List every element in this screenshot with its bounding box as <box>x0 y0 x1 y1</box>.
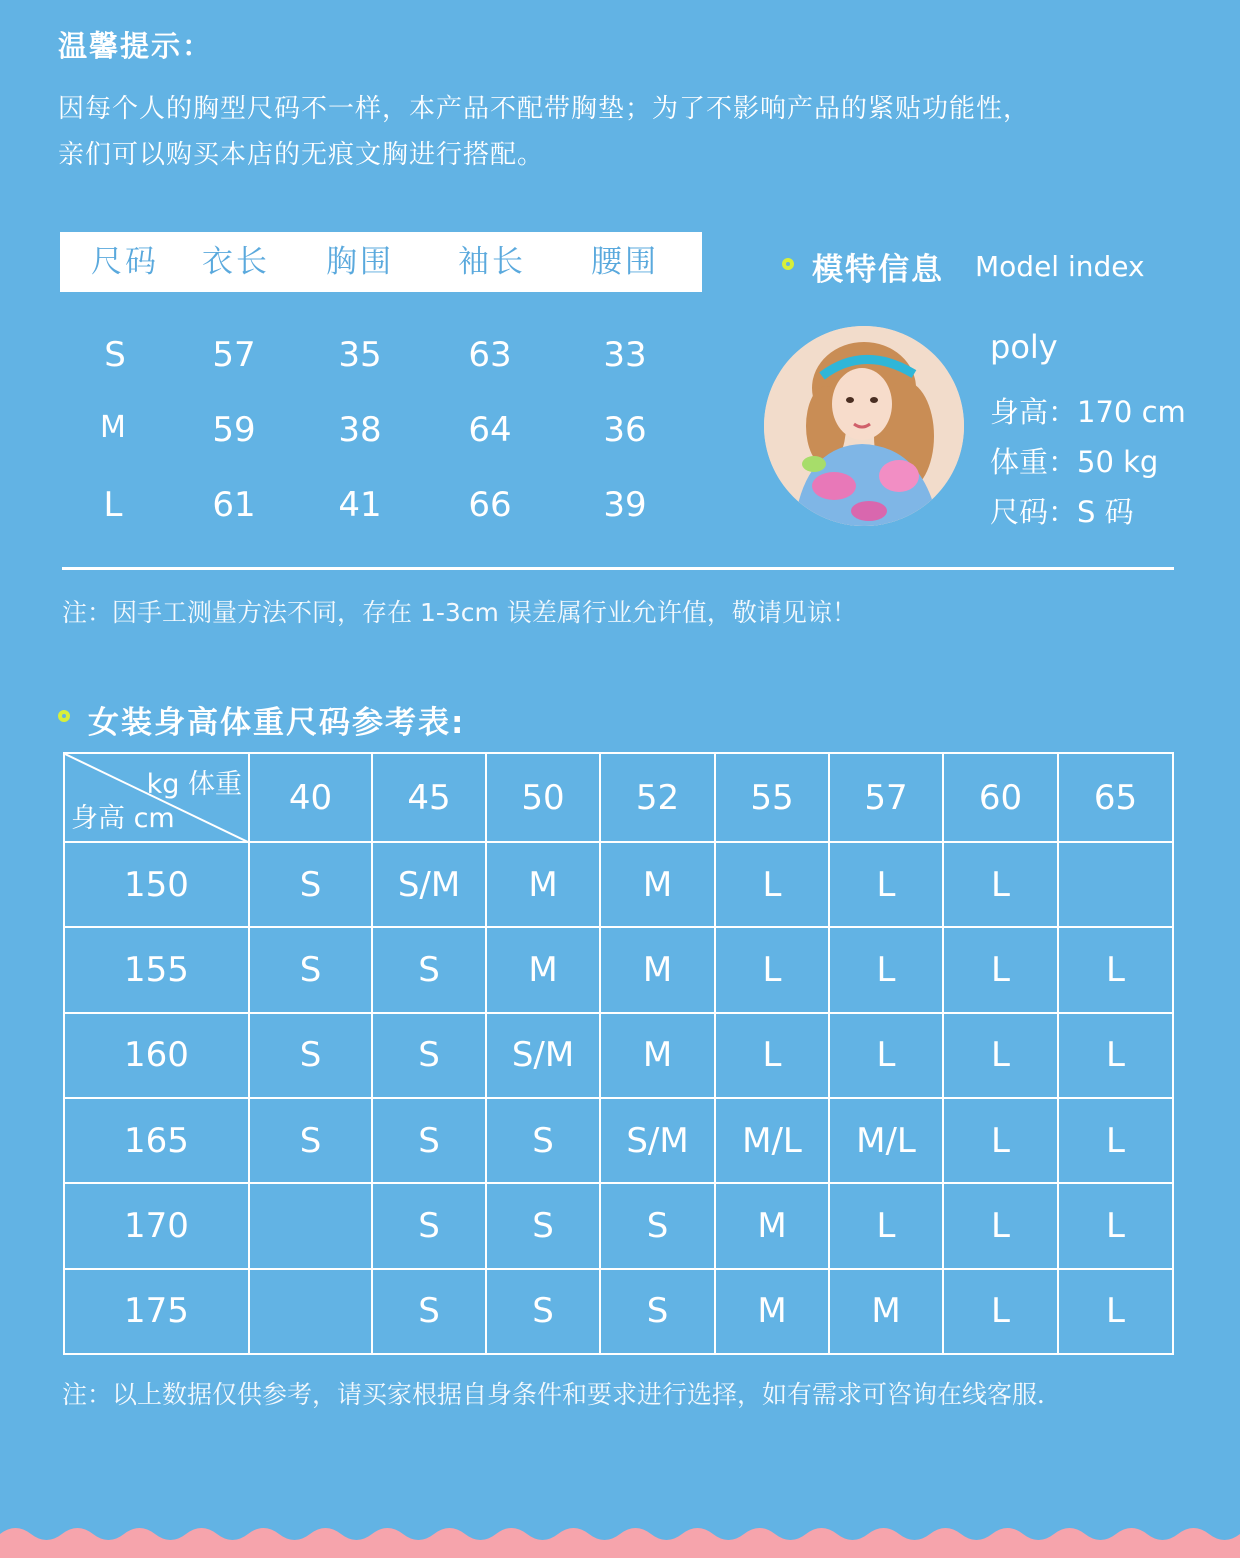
size-cell: L <box>1058 927 1173 1012</box>
tips-line-2: 亲们可以购买本店的无痕文胸进行搭配。 <box>58 140 545 170</box>
size-cell: 57 <box>212 335 256 375</box>
size-cell: L <box>943 927 1058 1012</box>
height-cell: 175 <box>64 1269 249 1354</box>
size-cell: M/L <box>829 1098 943 1183</box>
size-cell: S <box>372 1013 486 1098</box>
weight-header: 52 <box>600 753 715 842</box>
size-cell: L <box>943 1183 1058 1268</box>
size-cell: M <box>100 410 126 445</box>
size-cell: S <box>600 1269 715 1354</box>
size-cell: 63 <box>468 335 512 375</box>
size-cell: M <box>829 1269 943 1354</box>
size-cell: S <box>372 927 486 1012</box>
model-height: 身高：170 cm <box>990 395 1186 429</box>
model-title: 模特信息 <box>812 252 944 288</box>
weight-header: 60 <box>943 753 1058 842</box>
table-row <box>64 1183 1173 1268</box>
size-cell: S <box>486 1183 600 1268</box>
divider <box>62 567 1174 570</box>
size-cell: L <box>943 1098 1058 1183</box>
size-cell: L <box>1058 1098 1173 1183</box>
size-cell: L <box>829 842 943 927</box>
size-cell: L <box>943 1013 1058 1098</box>
model-photo <box>764 326 964 526</box>
weight-header: 65 <box>1058 753 1173 842</box>
height-cell: 155 <box>64 927 249 1012</box>
size-cell: S <box>249 1013 372 1098</box>
size-cell: 36 <box>603 410 647 450</box>
model-name: poly <box>990 328 1058 366</box>
size-cell: 39 <box>603 485 647 525</box>
reference-note: 注：以上数据仅供参考，请买家根据自身条件和要求进行选择，如有需求可咨询在线客服． <box>62 1380 1063 1409</box>
size-cell: L <box>715 927 829 1012</box>
bullet-icon <box>58 710 70 722</box>
weight-header: 45 <box>372 753 486 842</box>
weight-header: 57 <box>829 753 943 842</box>
size-cell: L <box>1058 1013 1173 1098</box>
size-cell: S <box>249 842 372 927</box>
size-cell: S <box>486 1098 600 1183</box>
size-cell: S/M <box>600 1098 715 1183</box>
header-length: 衣长 <box>202 244 270 280</box>
size-cell: M <box>715 1183 829 1268</box>
model-size: 尺码：S 码 <box>990 495 1134 529</box>
size-cell: L <box>103 485 123 525</box>
size-cell: S <box>249 1098 372 1183</box>
header-bust: 胸围 <box>326 244 394 280</box>
size-row-m <box>60 410 702 450</box>
size-cell: 66 <box>468 485 512 525</box>
model-subtitle: Model index <box>975 250 1145 283</box>
measurement-note: 注：因手工测量方法不同，存在 1-3cm 误差属行业允许值，敬请见谅！ <box>62 598 857 627</box>
size-cell: L <box>715 1013 829 1098</box>
header-waist: 腰围 <box>591 244 659 280</box>
size-cell: S <box>600 1183 715 1268</box>
size-cell: 33 <box>603 335 647 375</box>
size-cell: M <box>600 842 715 927</box>
tips-line-1: 因每个人的胸型尺码不一样，本产品不配带胸垫；为了不影响产品的紧贴功能性， <box>58 94 1031 124</box>
size-cell: S <box>372 1269 486 1354</box>
weight-header: 40 <box>249 753 372 842</box>
size-cell: M <box>715 1269 829 1354</box>
size-cell: M <box>486 842 600 927</box>
size-table-header <box>60 232 702 292</box>
size-cell: 41 <box>338 485 382 525</box>
size-cell: L <box>943 1269 1058 1354</box>
size-cell: L <box>829 1013 943 1098</box>
size-cell: 38 <box>338 410 382 450</box>
size-cell <box>249 1269 372 1354</box>
header-sleeve: 袖长 <box>458 244 526 280</box>
weight-header: 55 <box>715 753 829 842</box>
table-row <box>64 1013 1173 1098</box>
size-cell: S <box>104 335 126 375</box>
size-row-s <box>60 335 702 375</box>
size-cell <box>249 1183 372 1268</box>
tips-title: 温馨提示： <box>58 29 214 63</box>
size-cell: M <box>600 1013 715 1098</box>
bullet-icon <box>782 258 794 270</box>
reference-title: 女装身高体重尺码参考表: <box>88 705 466 741</box>
corner-weight-label: kg 体重 <box>146 769 242 800</box>
size-cell: S/M <box>486 1013 600 1098</box>
size-cell: 35 <box>338 335 382 375</box>
size-cell: S <box>249 927 372 1012</box>
size-row-l <box>60 485 702 525</box>
size-cell: L <box>829 1183 943 1268</box>
size-cell: 61 <box>212 485 256 525</box>
model-weight: 体重：50 kg <box>990 445 1159 479</box>
table-row <box>64 1098 1173 1183</box>
size-cell: M <box>486 927 600 1012</box>
table-row <box>64 1269 1173 1354</box>
size-cell: S/M <box>372 842 486 927</box>
table-row <box>64 842 1173 927</box>
corner-cell <box>64 753 249 842</box>
size-cell: S <box>372 1098 486 1183</box>
header-size: 尺码 <box>91 244 159 280</box>
size-cell: L <box>715 842 829 927</box>
size-cell: L <box>943 842 1058 927</box>
weight-header: 50 <box>486 753 600 842</box>
size-cell: 64 <box>468 410 512 450</box>
size-cell: S <box>486 1269 600 1354</box>
size-cell: 59 <box>212 410 256 450</box>
height-cell: 170 <box>64 1183 249 1268</box>
height-cell: 160 <box>64 1013 249 1098</box>
size-cell: L <box>1058 1183 1173 1268</box>
size-cell: S <box>372 1183 486 1268</box>
size-cell: L <box>829 927 943 1012</box>
size-cell: M/L <box>715 1098 829 1183</box>
corner-height-label: 身高 cm <box>71 803 175 834</box>
height-cell: 150 <box>64 842 249 927</box>
wave-decoration <box>0 1512 1240 1558</box>
reference-table <box>63 752 1174 1355</box>
table-row <box>64 927 1173 1012</box>
size-cell: L <box>1058 1269 1173 1354</box>
height-cell: 165 <box>64 1098 249 1183</box>
reference-header-row <box>64 753 1173 842</box>
size-cell: M <box>600 927 715 1012</box>
size-cell <box>1058 842 1173 927</box>
